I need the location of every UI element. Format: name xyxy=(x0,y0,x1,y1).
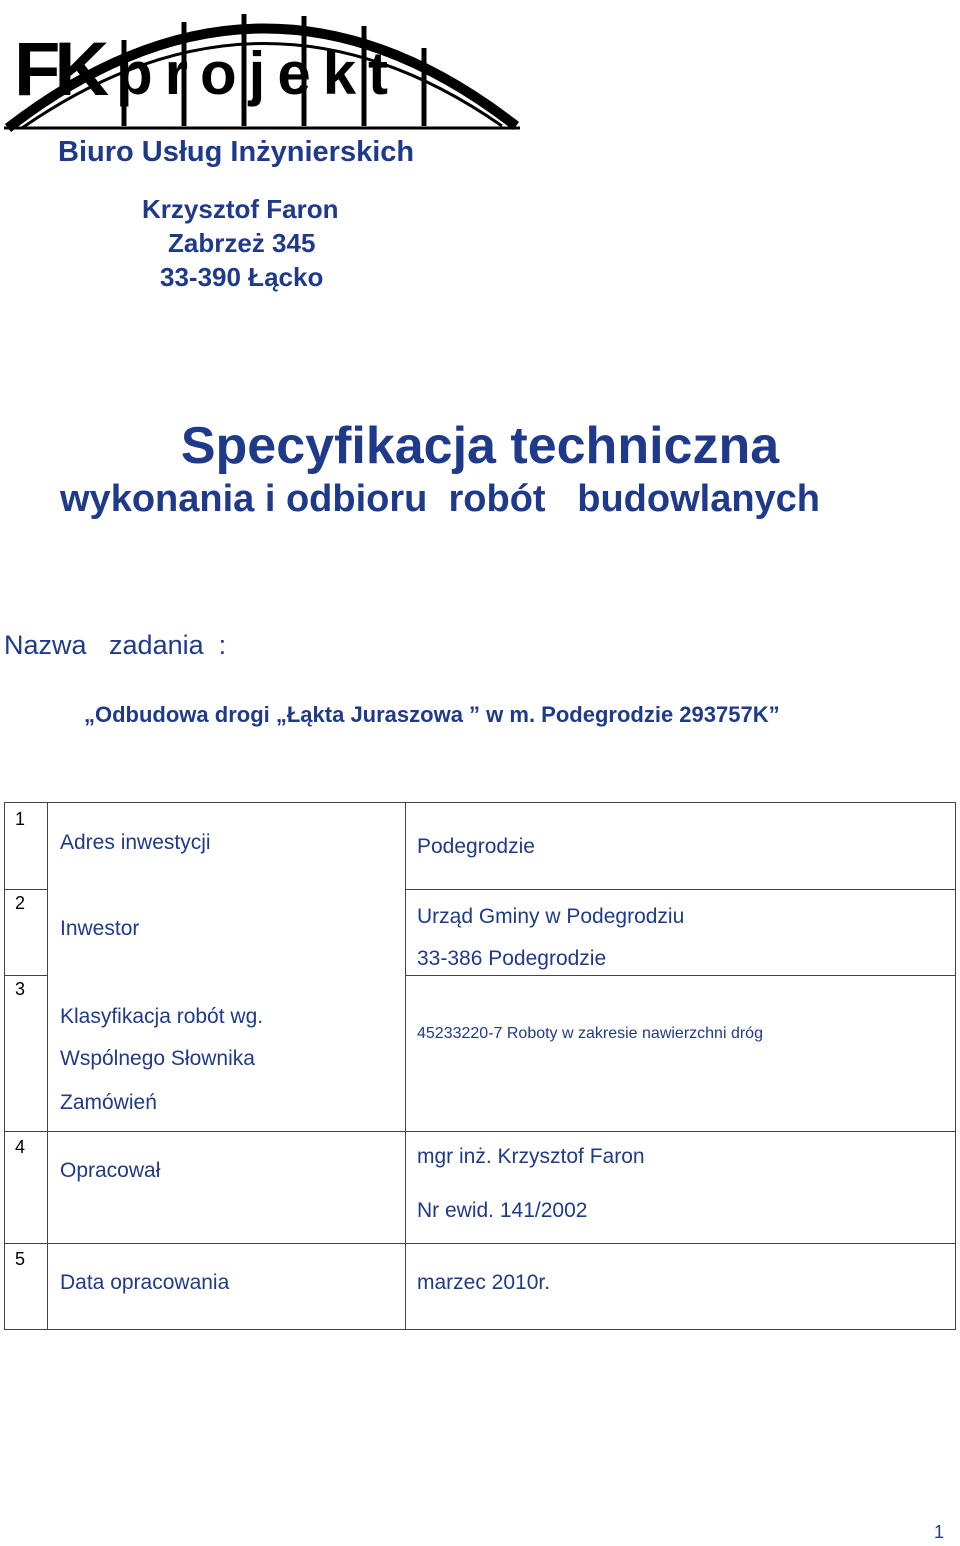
logo-fk: FK xyxy=(14,27,104,112)
page-number: 1 xyxy=(933,1522,944,1542)
row-value: 45233220-7 Roboty w zakresie nawierzchni dróg xyxy=(417,1025,763,1042)
postal-address: 33-390 Łącko xyxy=(160,262,324,292)
company-logo xyxy=(4,0,520,132)
document-title: Specyfikacja techniczna xyxy=(180,417,780,475)
task-label: Nazwa zadania : xyxy=(4,630,227,660)
table-divider xyxy=(47,803,48,1329)
row-label: Inwestor xyxy=(60,917,140,940)
row-label: Zamówień xyxy=(60,1091,157,1114)
row-number: 5 xyxy=(15,1249,26,1269)
row-number: 1 xyxy=(15,809,26,829)
table-divider xyxy=(405,975,955,976)
row-label: Data opracowania xyxy=(60,1271,230,1294)
row-value: marzec 2010r. xyxy=(417,1271,551,1294)
street-address: Zabrzeż 345 xyxy=(168,228,316,258)
row-value: mgr inż. Krzysztof Faron xyxy=(417,1145,645,1168)
table-divider xyxy=(5,975,47,976)
row-value: Nr ewid. 141/2002 xyxy=(417,1199,588,1222)
row-number: 3 xyxy=(15,979,26,999)
table-divider xyxy=(405,889,955,890)
row-value: Urząd Gminy w Podegrodziu xyxy=(417,905,685,928)
document-subtitle: wykonania i odbioru robót budowlanych xyxy=(60,478,821,520)
row-label: Wspólnego Słownika xyxy=(60,1047,255,1070)
task-name: „Odbudowa drogi „Łąkta Juraszowa ” w m. Podegrodzie 293757K” xyxy=(84,702,780,727)
row-number: 4 xyxy=(15,1137,26,1157)
person-name: Krzysztof Faron xyxy=(142,194,339,224)
row-value: Podegrodzie xyxy=(417,835,535,858)
company-name: Biuro Usług Inżynierskich xyxy=(58,136,415,168)
row-label: Adres inwestycji xyxy=(60,831,211,854)
row-number: 2 xyxy=(15,893,26,913)
logo-projekt: projekt xyxy=(116,40,401,107)
row-label: Opracował xyxy=(60,1159,161,1182)
table-divider xyxy=(5,889,47,890)
table-divider xyxy=(5,1131,955,1132)
row-value: 33-386 Podegrodzie xyxy=(417,947,607,970)
info-table xyxy=(4,802,956,1330)
table-divider xyxy=(405,803,406,1329)
table-divider xyxy=(5,1243,955,1244)
row-label: Klasyfikacja robót wg. xyxy=(60,1005,264,1028)
